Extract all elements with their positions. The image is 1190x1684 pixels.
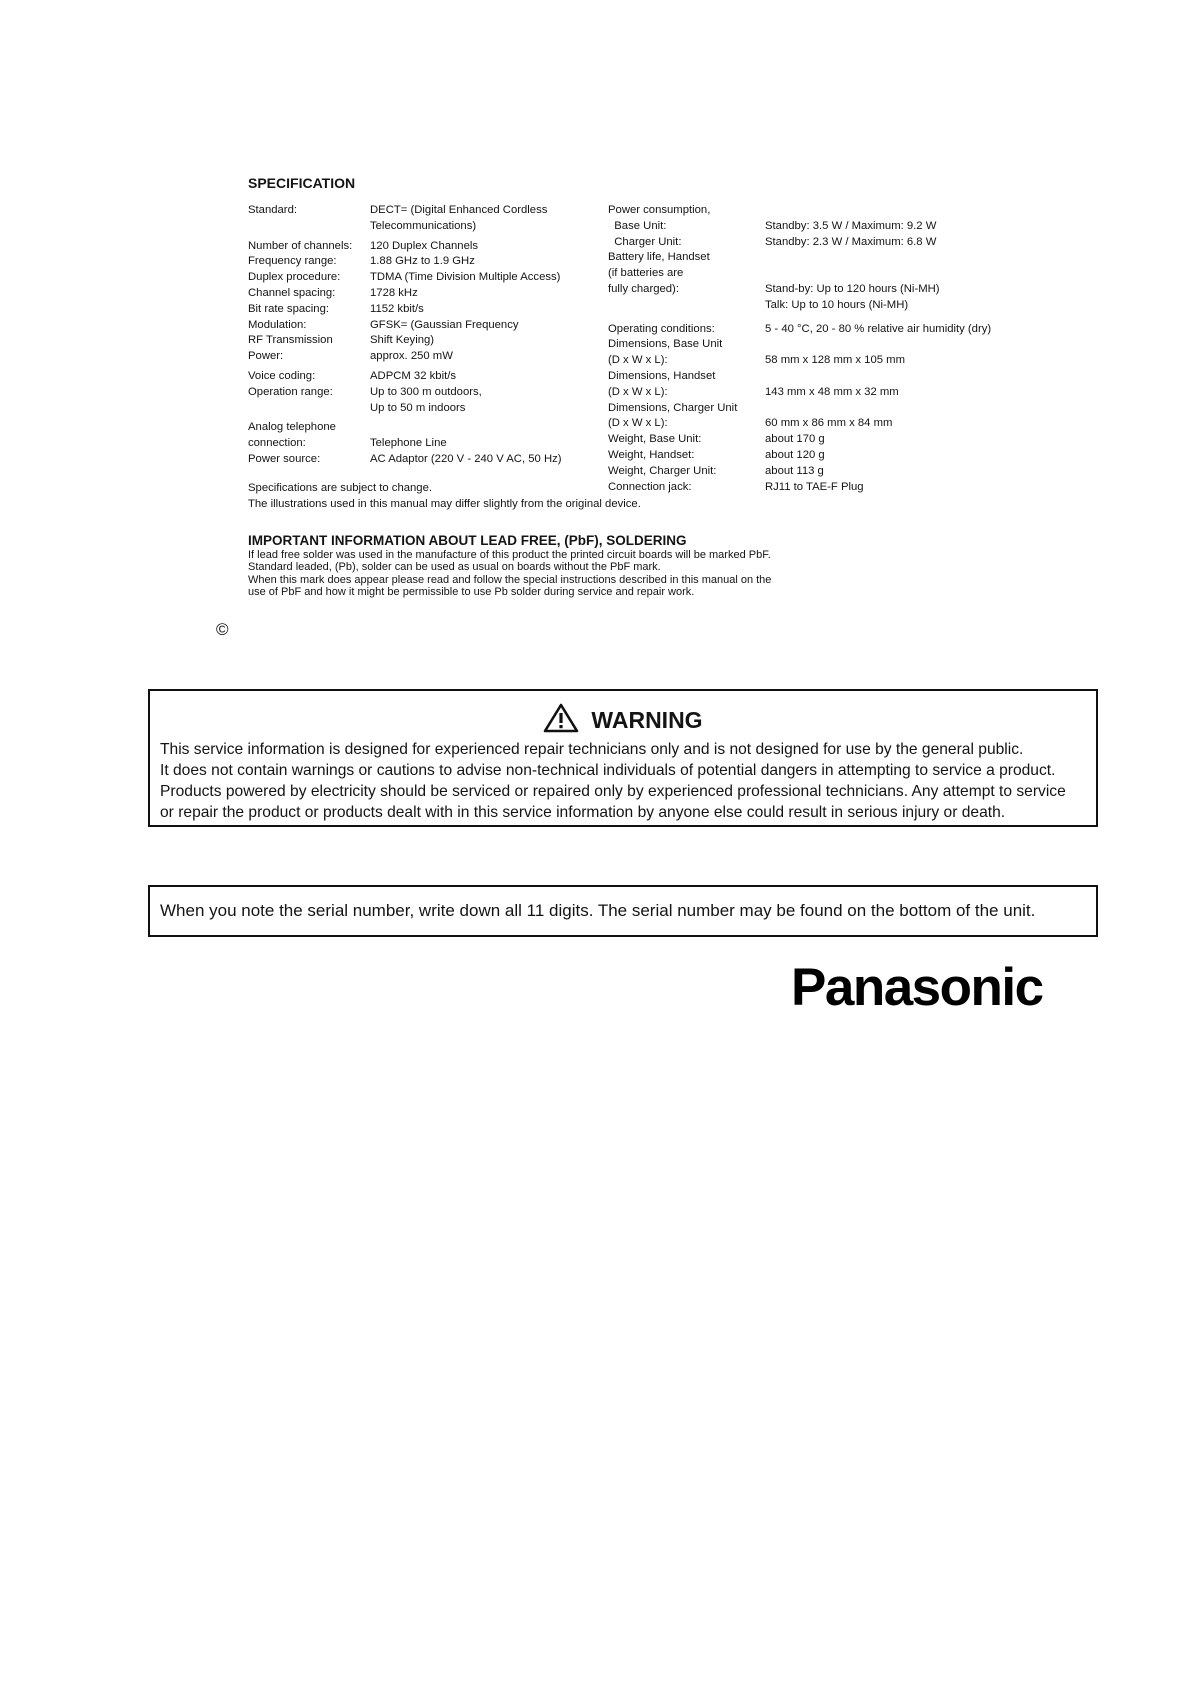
spec-row bbox=[248, 318, 618, 334]
spec-label: fully charged): bbox=[608, 282, 679, 295]
lead-free-line: When this mark does appear please read and follow the special instructions described in this manual on the bbox=[248, 573, 772, 586]
spec-value bbox=[765, 432, 1018, 448]
warning-title: WARNING bbox=[591, 707, 703, 733]
spec-value bbox=[370, 318, 618, 334]
spec-label: Dimensions, Charger Unit bbox=[608, 401, 738, 414]
spec-value bbox=[370, 302, 618, 318]
spec-value bbox=[765, 203, 1018, 219]
warning-line: Products powered by electricity should be serviced or repaired only by experienced professional technicians. Any attempt to service bbox=[160, 783, 1066, 800]
spec-row bbox=[248, 254, 618, 270]
spec-value-line: TDMA (Time Division Multiple Access) bbox=[370, 271, 561, 284]
spec-row bbox=[248, 452, 618, 468]
spec-value bbox=[370, 270, 618, 286]
spec-value-line: 58 mm x 128 mm x 105 mm bbox=[765, 354, 905, 367]
spec-row bbox=[608, 250, 1018, 266]
spec-label: Dimensions, Base Unit bbox=[608, 338, 723, 351]
spec-row bbox=[608, 266, 1018, 282]
spec-value-line: DECT= (Digital Enhanced Cordless bbox=[370, 204, 548, 216]
spec-row bbox=[608, 322, 1018, 338]
spec-row bbox=[608, 480, 1018, 496]
spec-label: Standard: bbox=[248, 204, 297, 216]
serial-number-note: When you note the serial number, write down all 11 digits. The serial number may be found on the bottom of the unit. bbox=[148, 885, 1098, 937]
spec-value bbox=[370, 420, 618, 436]
spec-left-column bbox=[248, 203, 618, 468]
spec-row bbox=[608, 282, 1018, 314]
spec-row bbox=[608, 369, 1018, 385]
spec-label: (D x W x L): bbox=[608, 385, 668, 398]
spec-label: Weight, Handset: bbox=[608, 448, 695, 461]
lead-free-section bbox=[248, 533, 1028, 598]
spec-label: Frequency range: bbox=[248, 255, 337, 268]
spec-row bbox=[248, 302, 618, 318]
spec-value bbox=[765, 282, 1018, 314]
spec-note-illustrations: The illustrations used in this manual may differ slightly from the original device. bbox=[248, 498, 641, 510]
spec-label: connection: bbox=[248, 437, 306, 450]
spec-value-line: GFSK= (Gaussian Frequency bbox=[370, 318, 519, 331]
spec-row bbox=[248, 369, 618, 385]
warning-box bbox=[148, 689, 1098, 827]
warning-line: or repair the product or products dealt with in this service information by anyone else could result in serious injury or death. bbox=[160, 804, 1006, 821]
spec-row bbox=[248, 349, 618, 365]
spec-row bbox=[248, 385, 618, 417]
spec-row bbox=[248, 239, 618, 255]
spec-value bbox=[765, 464, 1018, 480]
lead-free-line: If lead free solder was used in the manufacture of this product the printed circuit boards will be marked PbF. bbox=[248, 549, 771, 561]
spec-value-line: Up to 50 m indoors bbox=[370, 401, 466, 414]
spec-label: Operation range: bbox=[248, 385, 333, 398]
spec-value-line: 1152 kbit/s bbox=[370, 302, 424, 315]
spec-value bbox=[370, 254, 618, 270]
spec-label: (D x W x L): bbox=[608, 354, 668, 367]
spec-value-line: 60 mm x 86 mm x 84 mm bbox=[765, 417, 893, 430]
spec-value bbox=[765, 235, 1018, 251]
lead-free-line: Standard leaded, (Pb), solder can be used as usual on boards without the PbF mark. bbox=[248, 561, 661, 574]
spec-value-line: Telecommunications) bbox=[370, 219, 477, 232]
spec-value bbox=[765, 385, 1018, 401]
spec-value-line: 120 Duplex Channels bbox=[370, 239, 479, 252]
spec-value bbox=[765, 401, 1018, 417]
spec-row bbox=[608, 353, 1018, 369]
spec-row bbox=[608, 235, 1018, 251]
spec-value-line: Up to 300 m outdoors, bbox=[370, 385, 482, 398]
spec-label: Power consumption, bbox=[608, 204, 711, 216]
spec-value bbox=[765, 337, 1018, 353]
spec-value-line: Talk: Up to 10 hours (Ni-MH) bbox=[765, 298, 909, 311]
spec-label: Charger Unit: bbox=[608, 235, 682, 248]
panasonic-logo: Panasonic bbox=[791, 958, 1043, 1017]
spec-label: Channel spacing: bbox=[248, 286, 336, 299]
warning-line: It does not contain warnings or cautions to advise non-technical individuals of potential dangers in attempting to service a product. bbox=[160, 762, 1056, 779]
spec-value-line: 1.88 GHz to 1.9 GHz bbox=[370, 255, 475, 268]
spec-row bbox=[608, 432, 1018, 448]
spec-row bbox=[608, 464, 1018, 480]
spec-value bbox=[765, 416, 1018, 432]
spec-row bbox=[608, 448, 1018, 464]
spec-row bbox=[608, 416, 1018, 432]
spec-value bbox=[370, 239, 618, 255]
spec-value-line: RJ11 to TAE-F Plug bbox=[765, 480, 864, 493]
spec-row bbox=[608, 219, 1018, 235]
spec-label: Bit rate spacing: bbox=[248, 302, 330, 315]
spec-value-line: Shift Keying) bbox=[370, 334, 435, 347]
spec-label: RF Transmission bbox=[248, 334, 333, 347]
spec-value bbox=[765, 369, 1018, 385]
lead-free-title: IMPORTANT INFORMATION ABOUT LEAD FREE, (PbF), SOLDERING bbox=[248, 533, 687, 548]
spec-row bbox=[608, 337, 1018, 353]
spec-label: Battery life, Handset bbox=[608, 251, 710, 264]
spec-notes bbox=[248, 480, 641, 512]
spec-value bbox=[370, 452, 618, 468]
spec-value bbox=[370, 385, 618, 417]
warning-line: This service information is designed for experienced repair technicians only and is not designed for use by the general public. bbox=[160, 741, 1024, 758]
spec-row bbox=[248, 436, 618, 452]
spec-value-line: ADPCM 32 kbit/s bbox=[370, 369, 457, 382]
lead-free-line: use of PbF and how it might be permissible to use Pb solder during service and repair work. bbox=[248, 585, 695, 598]
spec-row bbox=[248, 420, 618, 436]
spec-value-line: about 113 g bbox=[765, 464, 824, 477]
spec-value-line: about 170 g bbox=[765, 433, 825, 446]
spec-row bbox=[248, 333, 618, 349]
spec-value-line: Standby: 3.5 W / Maximum: 9.2 W bbox=[765, 219, 937, 232]
spec-label: Weight, Charger Unit: bbox=[608, 464, 717, 477]
spec-label: Analog telephone bbox=[248, 421, 336, 434]
spec-note-change: Specifications are subject to change. bbox=[248, 482, 432, 494]
spec-value bbox=[765, 448, 1018, 464]
spec-value bbox=[370, 286, 618, 302]
spec-row bbox=[248, 203, 618, 235]
spec-value-line: AC Adaptor (220 V - 240 V AC, 50 Hz) bbox=[370, 452, 562, 465]
spec-value bbox=[370, 349, 618, 365]
spec-label: (if batteries are bbox=[608, 267, 684, 280]
spec-label: Operating conditions: bbox=[608, 322, 715, 335]
spec-value-line: about 120 g bbox=[765, 448, 825, 461]
spec-value-line: 5 - 40 °C, 20 - 80 % relative air humidity (dry) bbox=[765, 322, 992, 335]
warning-heading bbox=[150, 703, 1096, 733]
spec-label: (D x W x L): bbox=[608, 417, 668, 430]
spec-value bbox=[370, 333, 618, 349]
spec-label: Number of channels: bbox=[248, 239, 353, 252]
spec-row bbox=[248, 286, 618, 302]
spec-value bbox=[765, 250, 1018, 266]
spec-value bbox=[765, 480, 1018, 496]
spec-value bbox=[765, 266, 1018, 282]
spec-row bbox=[608, 401, 1018, 417]
spec-value-line: approx. 250 mW bbox=[370, 350, 453, 363]
spec-row bbox=[248, 270, 618, 286]
spec-label: Weight, Base Unit: bbox=[608, 433, 702, 446]
spec-value-line: 1728 kHz bbox=[370, 286, 418, 299]
spec-label: Voice coding: bbox=[248, 369, 316, 382]
spec-value bbox=[765, 322, 1018, 338]
spec-value-line: Telephone Line bbox=[370, 437, 447, 450]
warning-text bbox=[160, 739, 1092, 823]
spec-row bbox=[608, 203, 1018, 219]
copyright-symbol: © bbox=[216, 620, 229, 639]
spec-label: Modulation: bbox=[248, 318, 307, 331]
spec-value bbox=[370, 369, 618, 385]
spec-label: Power source: bbox=[248, 452, 321, 465]
spec-value-line: Stand-by: Up to 120 hours (Ni-MH) bbox=[765, 282, 940, 295]
spec-label: Dimensions, Handset bbox=[608, 369, 716, 382]
spec-value bbox=[765, 353, 1018, 369]
spec-value-line: 143 mm x 48 mm x 32 mm bbox=[765, 385, 899, 398]
spec-right-column bbox=[608, 203, 1018, 495]
spec-value bbox=[370, 203, 618, 235]
spec-row bbox=[608, 385, 1018, 401]
warning-triangle-icon bbox=[543, 703, 579, 733]
spec-label: Base Unit: bbox=[608, 219, 667, 232]
spec-value bbox=[765, 219, 1018, 235]
specification-title: SPECIFICATION bbox=[248, 175, 356, 191]
spec-label: Power: bbox=[248, 350, 284, 363]
spec-label: Connection jack: bbox=[608, 480, 692, 493]
spec-label: Duplex procedure: bbox=[248, 271, 341, 284]
spec-value bbox=[370, 436, 618, 452]
spec-value-line: Standby: 2.3 W / Maximum: 6.8 W bbox=[765, 235, 937, 248]
